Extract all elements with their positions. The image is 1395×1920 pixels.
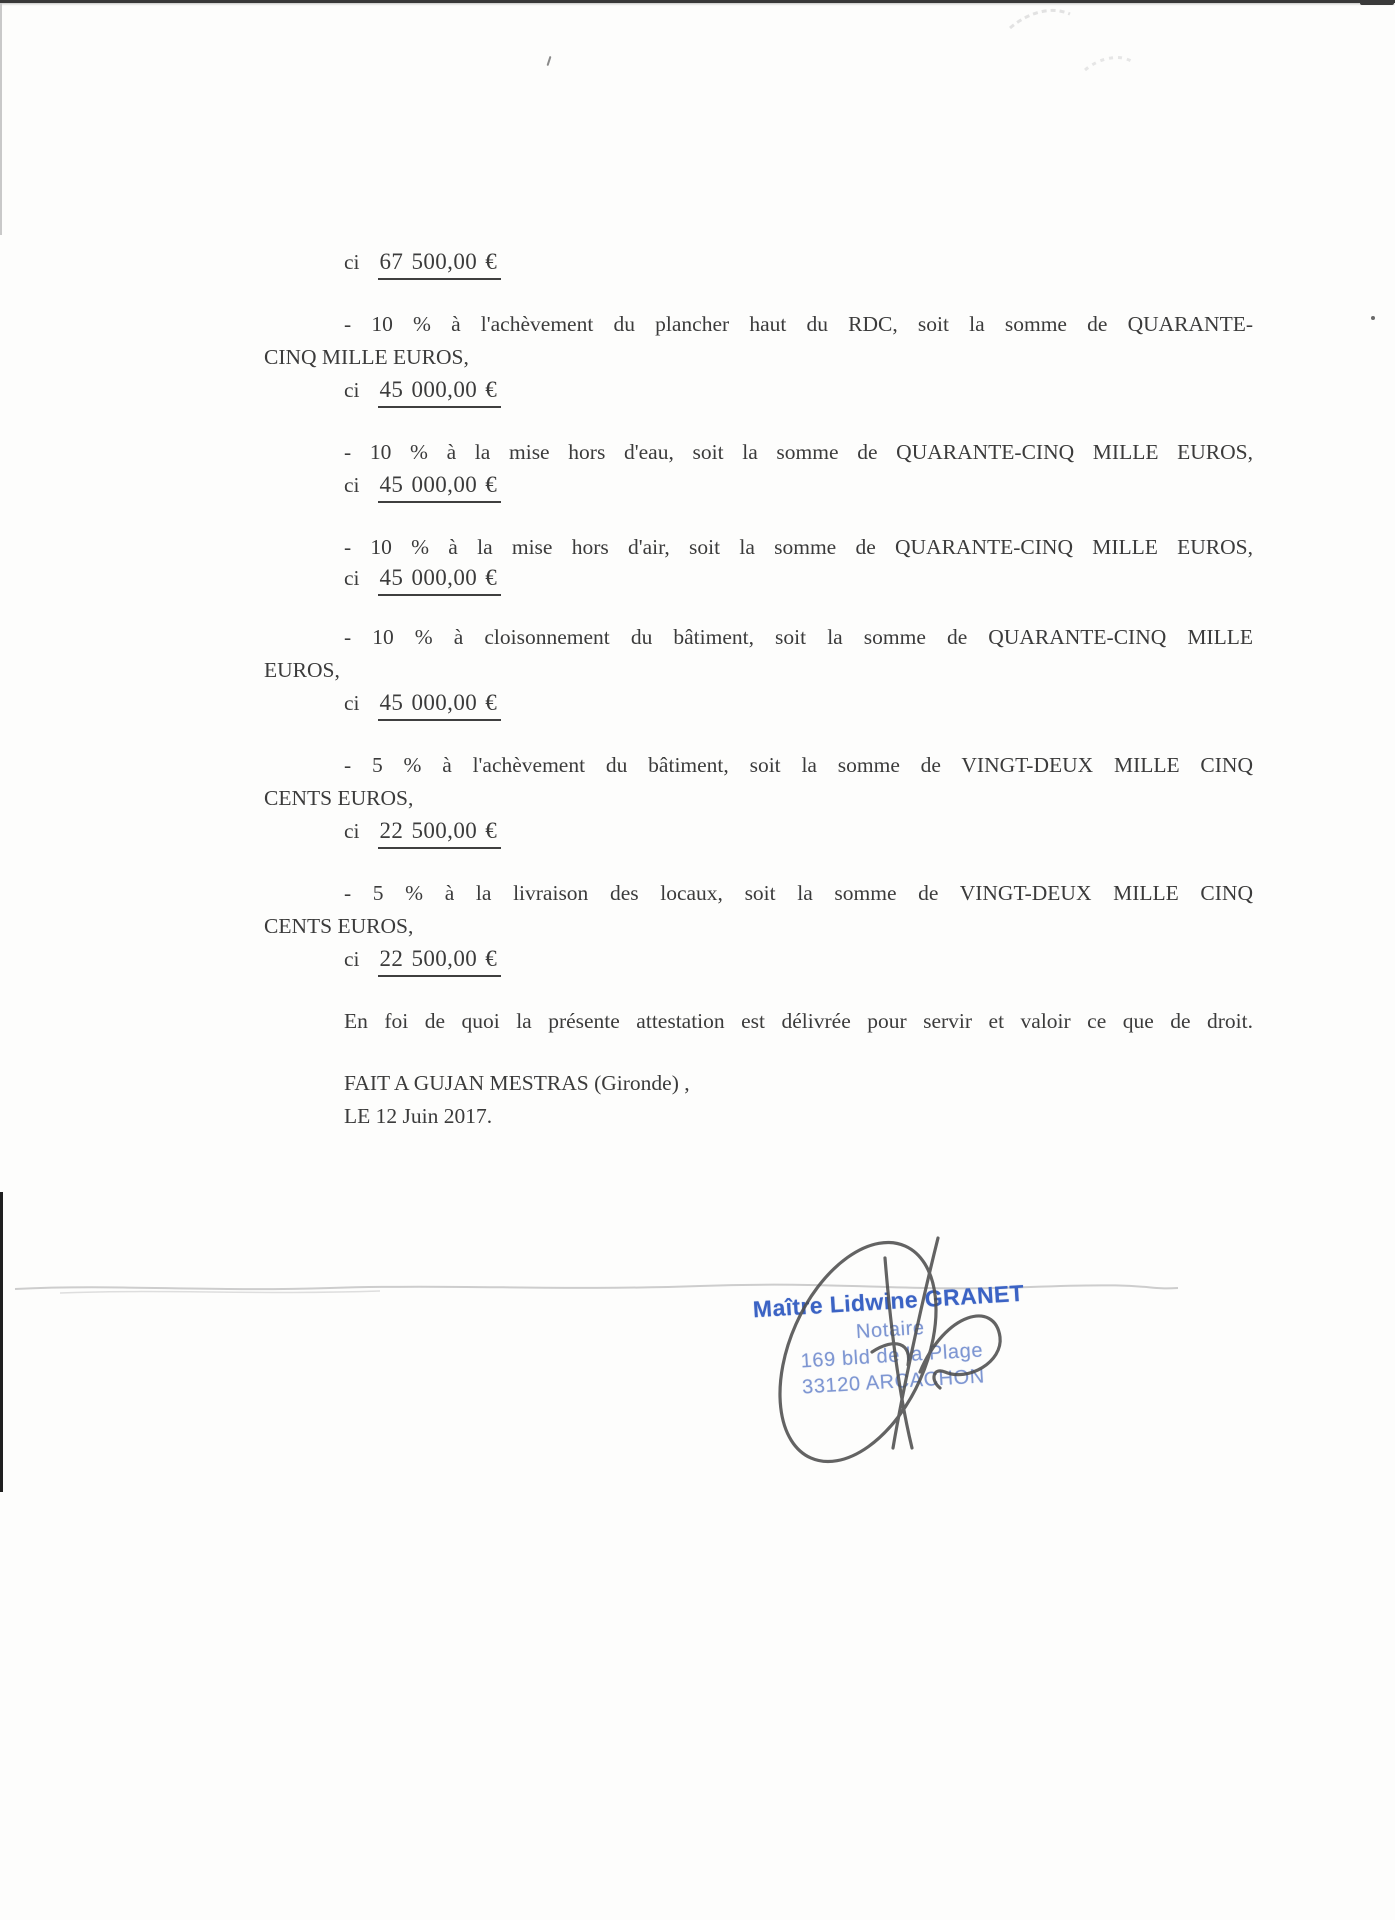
payment-item-line: - 10 % à la mise hors d'eau, soit la somme de QUARANTE-CINQ MILLE EUROS, bbox=[344, 440, 1253, 464]
amount-underlined: 45 000,00 € bbox=[378, 470, 502, 503]
amount-line bbox=[344, 688, 501, 721]
ci-label: ci bbox=[344, 473, 360, 497]
payment-item-line: - 5 % à l'achèvement du bâtiment, soit la somme de VINGT-DEUX MILLE CINQ bbox=[344, 753, 1253, 777]
ink-speck bbox=[547, 56, 552, 66]
date-line: LE 12 Juin 2017. bbox=[344, 1104, 493, 1128]
payment-item-line: - 5 % à la livraison des locaux, soit la somme de VINGT-DEUX MILLE CINQ bbox=[344, 881, 1253, 905]
amount-line bbox=[344, 563, 501, 596]
ci-label: ci bbox=[344, 947, 360, 971]
payment-item-line: - 10 % à cloisonnement du bâtiment, soit la somme de QUARANTE-CINQ MILLE bbox=[344, 625, 1253, 649]
amount-underlined: 22 500,00 € bbox=[378, 944, 502, 977]
stamp-address-street: 169 bld de la Plage bbox=[800, 1339, 984, 1373]
amount-line bbox=[344, 470, 501, 503]
ci-label: ci bbox=[344, 566, 360, 590]
ci-label: ci bbox=[344, 378, 360, 402]
ci-label: ci bbox=[344, 819, 360, 843]
ci-label: ci bbox=[344, 691, 360, 715]
scan-top-edge bbox=[0, 0, 1395, 3]
amount-underlined: 67 500,00 € bbox=[378, 247, 502, 280]
amount-line bbox=[344, 375, 501, 408]
notary-stamp bbox=[742, 1279, 1040, 1404]
amount-line bbox=[344, 816, 501, 849]
amount-line bbox=[344, 944, 501, 977]
amount-underlined: 45 000,00 € bbox=[378, 563, 502, 596]
payment-item-continuation: EUROS, bbox=[264, 658, 340, 682]
amount-line-total bbox=[344, 247, 501, 280]
stamp-notary-title: Notaire bbox=[855, 1316, 926, 1344]
amount-underlined: 22 500,00 € bbox=[378, 816, 502, 849]
ghost-bleed-marks bbox=[990, 0, 1180, 120]
place-line: FAIT A GUJAN MESTRAS (Gironde) , bbox=[344, 1071, 690, 1095]
paper-crease-line bbox=[0, 1276, 1200, 1302]
amount-underlined: 45 000,00 € bbox=[378, 375, 502, 408]
payment-item-continuation: CENTS EUROS, bbox=[264, 914, 414, 938]
stamp-address-city: 33120 ARCACHON bbox=[801, 1365, 986, 1399]
payment-item-continuation: CINQ MILLE EUROS, bbox=[264, 345, 469, 369]
signature bbox=[690, 1205, 1110, 1505]
closing-statement: En foi de quoi la présente attestation est délivrée pour servir et valoir ce que de droit. bbox=[344, 1009, 1253, 1033]
payment-item-line: - 10 % à l'achèvement du plancher haut du RDC, soit la somme de QUARANTE- bbox=[344, 312, 1253, 336]
stamp-notary-name: Maître Lidwine GRANET bbox=[752, 1279, 1025, 1323]
ci-label: ci bbox=[344, 250, 360, 274]
ink-dot bbox=[1371, 316, 1375, 320]
scan-left-edge-dark bbox=[0, 1192, 3, 1492]
scan-left-edge-shadow bbox=[0, 3, 2, 235]
amount-underlined: 45 000,00 € bbox=[378, 688, 502, 721]
scan-corner-artifact bbox=[1360, 0, 1394, 5]
payment-item-continuation: CENTS EUROS, bbox=[264, 786, 414, 810]
payment-item-line: - 10 % à la mise hors d'air, soit la somme de QUARANTE-CINQ MILLE EUROS, bbox=[344, 535, 1253, 559]
